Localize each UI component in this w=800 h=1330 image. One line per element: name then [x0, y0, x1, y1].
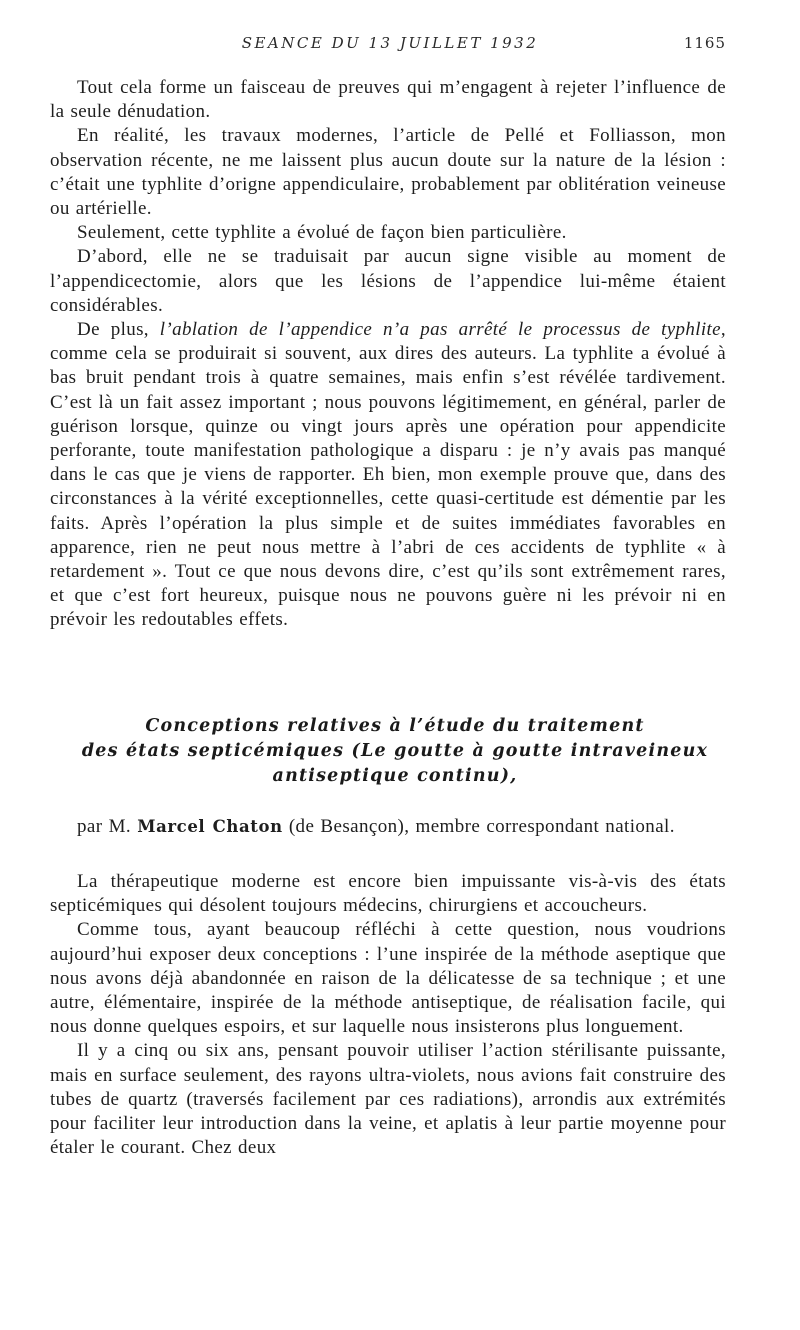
running-head-title: SEANCE DU 13 JUILLET 1932	[241, 34, 539, 52]
paragraph: Il y a cinq ou six ans, pensant pouvoir utiliser l’action stérilisante puissante, mais en surface seulement, des rayons ultra-violets, nous avions fait construire des tubes de quartz (traversés facilement par ces radiations), arrondis aux extrémités pour faciliter leur introduction dans la veine, et aplatis à leur partie moyenne pour étaler le courant. Chez deux	[50, 1040, 726, 1159]
text-run: De plus,	[77, 319, 160, 341]
section-heading	[50, 714, 740, 789]
paragraph: Tout cela forme un faisceau de preuves qui m’engagent à rejeter l’influence de la seule dénudation.	[50, 77, 726, 123]
byline-suffix: (de Besançon), membre correspondant national.	[282, 816, 675, 837]
running-head	[0, 34, 800, 56]
heading-line-3: antiseptique continu),	[272, 766, 518, 786]
paragraph: En réalité, les travaux modernes, l’article de Pellé et Folliasson, mon observation récente, ne me laissent plus aucun doute sur la nature de la lésion : c’était une typhlite d’origne appendiculaire, probablement par oblitération veineuse ou artérielle.	[50, 125, 726, 220]
new-article-body	[50, 870, 726, 1160]
heading-line-1: Conceptions relatives à l’étude du traitement	[145, 716, 645, 736]
article-continuation	[50, 76, 726, 633]
text-run: , comme cela se produirait si souvent, aux dires des auteurs. La typhlite a évolué à bas bruit pendant trois à quatre semaines, mais enfin s’est révélée tardivement. C’est là un fait assez important ; nous pouvons légitimement, en général, parler de guérison lorsque, quinze ou vingt jours après une opération pour appendicite perforante, toute manifestation pathologique a disparu : je n’y avais pas manqué dans le cas que je viens de rapporter. Eh bien, mon exemple prouve que, dans des circonstances à la vérité exceptionnelles, cette quasi-certitude est démentie par les faits. Après l’opération la plus simple et de suites immédiates favorables en apparence, rien ne peut nous mettre à l’abri de ces accidents de typhlite « à retardement ». Tout ce que nous devons dire, c’est qu’ils sont extrêmement rares, et que c’est fort heureux, puisque nous ne pouvons guère ni les prévoir ni en prévoir les redoutables effets.	[50, 319, 727, 631]
byline-prefix: par M.	[77, 816, 138, 837]
italic-text-run: l’ablation de l’appendice n’a pas arrêté le processus de typhlite	[159, 319, 721, 341]
page-number: 1165	[683, 34, 726, 52]
author-name: Marcel Chaton	[137, 817, 283, 836]
heading-line-2: des états septicémiques (Le goutte à goutte intraveineux	[81, 741, 709, 761]
byline	[50, 815, 730, 839]
paragraph: Seulement, cette typhlite a évolué de façon bien particulière.	[77, 222, 567, 244]
paragraph	[50, 318, 726, 633]
paragraph: La thérapeutique moderne est encore bien impuissante vis-à-vis des états septicémiques qui désolent toujours médecins, chirurgiens et accoucheurs.	[50, 871, 726, 917]
paragraph: Comme tous, ayant beaucoup réfléchi à cette question, nous voudrions aujourd’hui exposer deux conceptions : l’une inspirée de la méthode aseptique que nous avons déjà abandonnée en raison de la délicatesse de sa technique ; et une autre, élémentaire, inspirée de la méthode antiseptique, de réalisation facile, qui nous donne quelques espoirs, et sur laquelle nous insisterons plus longuement.	[50, 919, 726, 1038]
paragraph: D’abord, elle ne se traduisait par aucun signe visible au moment de l’appendicectomie, alors que les lésions de l’appendice lui-même étaient considérables.	[50, 246, 726, 316]
